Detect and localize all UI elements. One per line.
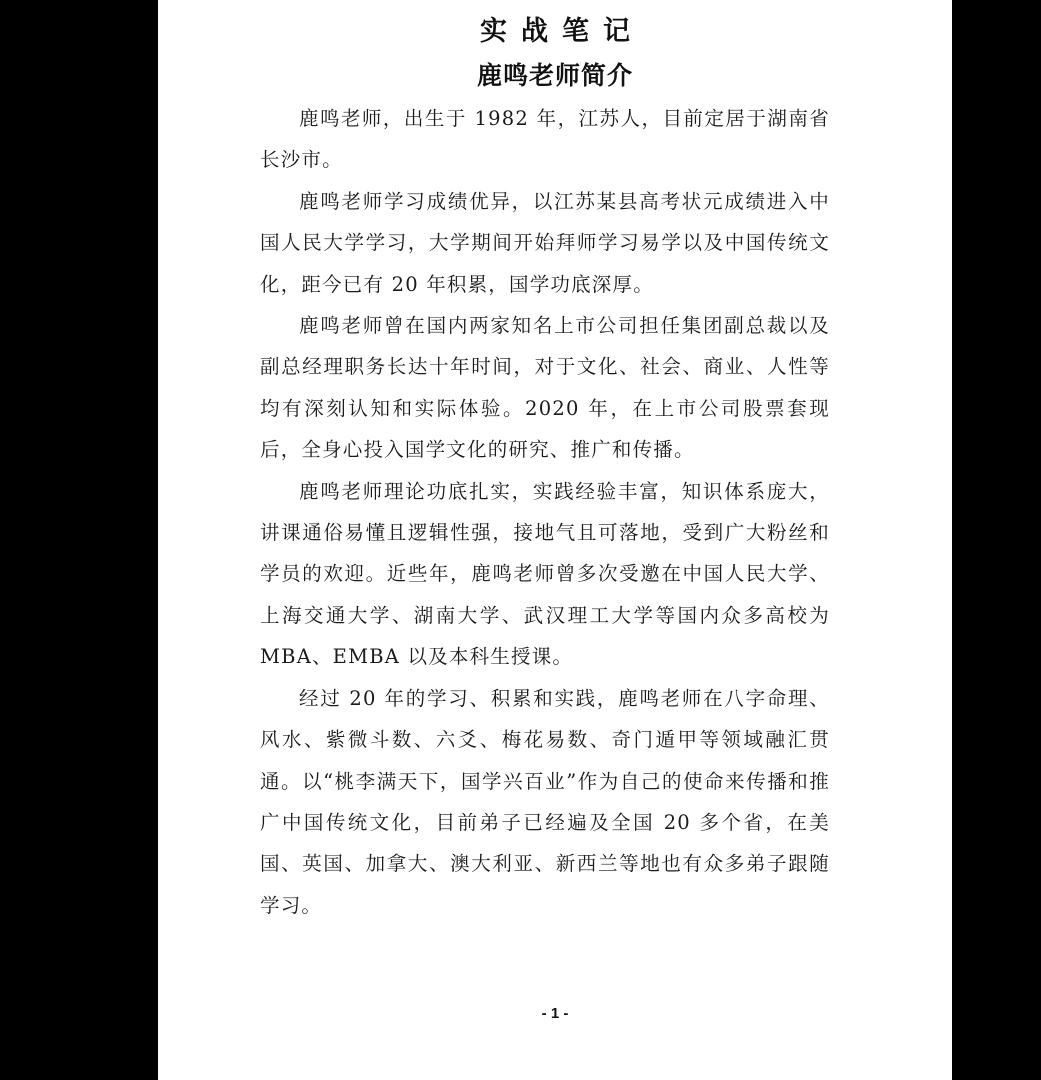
- page-number: - 1 -: [541, 1005, 569, 1022]
- paragraph-education: 鹿鸣老师学习成绩优异，以江苏某县高考状元成绩进入中国人民大学学习，大学期间开始拜师学习易学以及中国传统文化，距今已有 20 年积累，国学功底深厚。: [260, 189, 830, 296]
- paragraph-mission: 经过 20 年的学习、积累和实践，鹿鸣老师在八字命理、风水、紫微斗数、六爻、梅花易数、奇门遁甲等领域融汇贯通。以“桃李满天下，国学兴百业”作为自己的使命来传播和推广中国传统文化，目前弟子已经遍及全国 20 多个省，在美国、英国、加拿大、澳大利亚、新西兰等地也有众多弟子跟随学习。: [260, 686, 830, 917]
- paragraph-teaching: 鹿鸣老师理论功底扎实，实践经验丰富，知识体系庞大，讲课通俗易懂且逻辑性强，接地气且可落地，受到广大粉丝和学员的欢迎。近些年，鹿鸣老师曾多次受邀在中国人民大学、上海交通大学、湖南大学、武汉理工大学等国内众多高校为 MBA、EMBA 以及本科生授课。: [260, 479, 830, 669]
- document-body: [260, 98, 830, 926]
- document-subtitle: 鹿鸣老师简介: [476, 61, 633, 90]
- paragraph-career: 鹿鸣老师曾在国内两家知名上市公司担任集团副总裁以及副总经理职务长达十年时间，对于文化、社会、商业、人性等均有深刻认知和实际体验。2020 年，在上市公司股票套现后，全身心投入国学文化的研究、推广和传播。: [260, 314, 830, 462]
- document-page: [158, 0, 952, 1080]
- document-title: 实战笔记: [480, 16, 644, 47]
- paragraph-birth: 鹿鸣老师，出生于 1982 年，江苏人，目前定居于湖南省长沙市。: [260, 107, 830, 172]
